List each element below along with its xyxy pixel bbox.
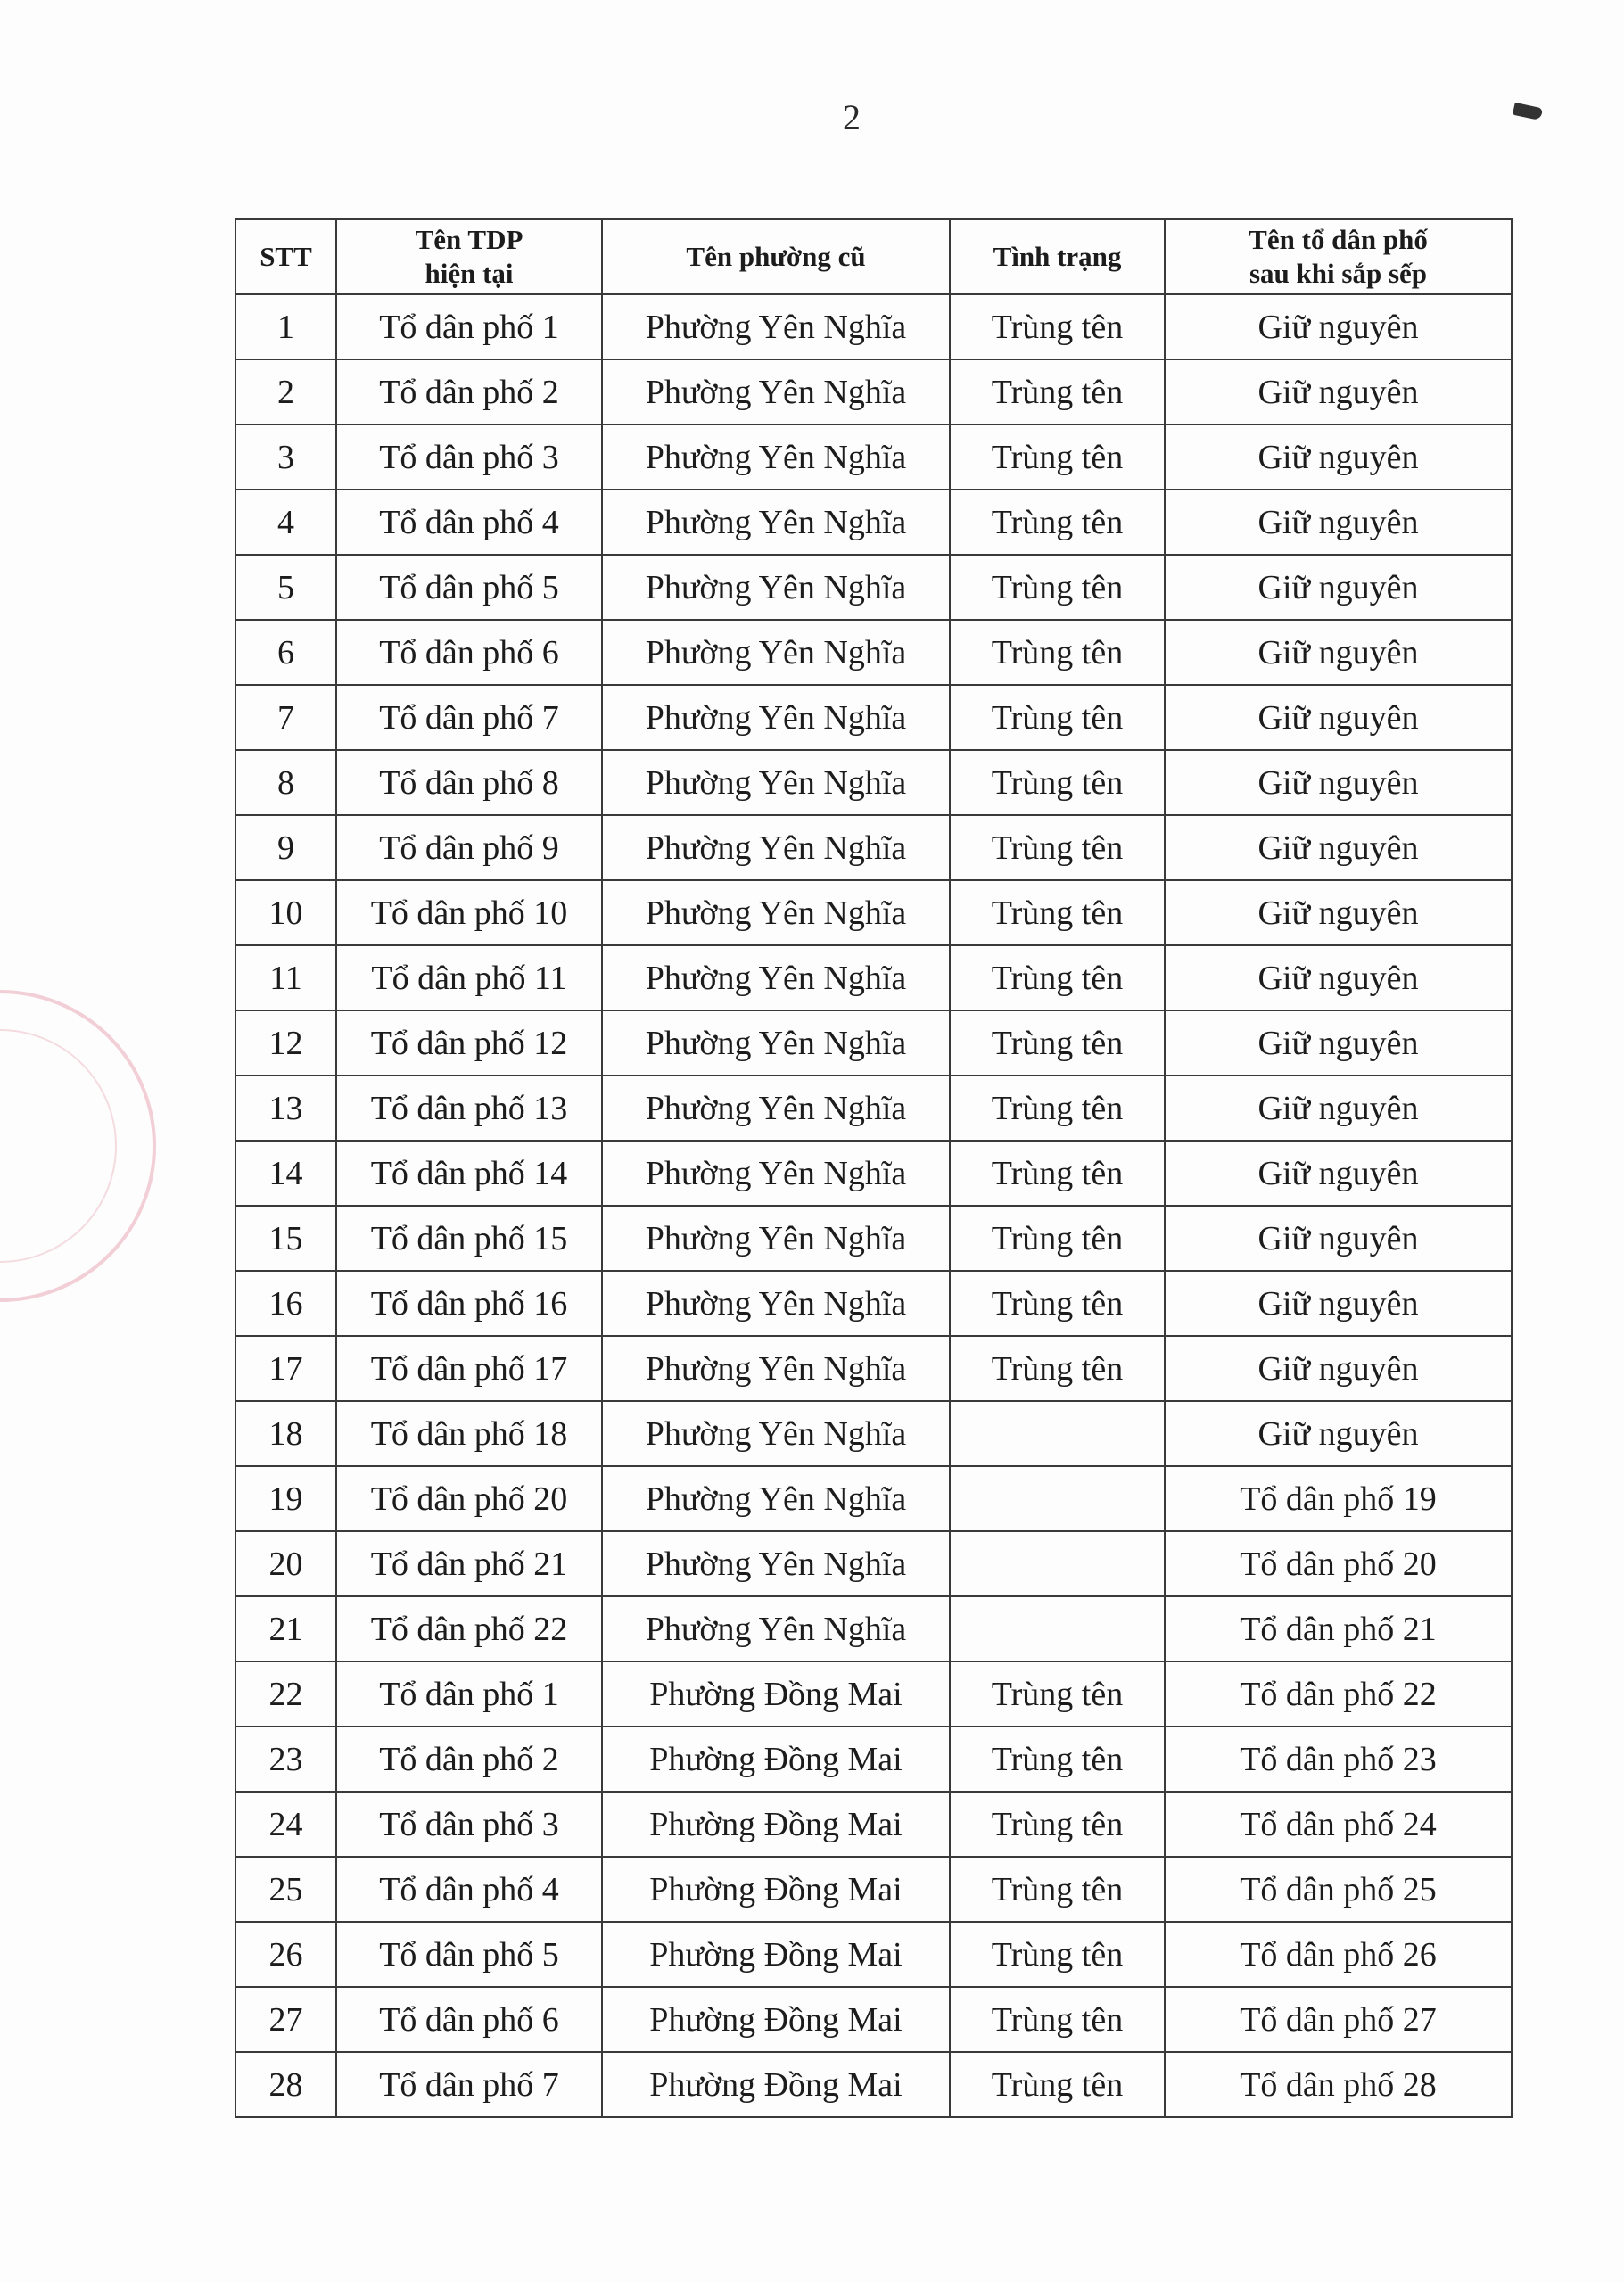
cell-stt: 21	[235, 1596, 336, 1661]
cell-old-ward: Phường Đồng Mai	[602, 1922, 950, 1987]
cell-old-ward: Phường Yên Nghĩa	[602, 1010, 950, 1076]
cell-new-name: Giữ nguyên	[1165, 424, 1512, 490]
cell-status: Trùng tên	[950, 1727, 1165, 1792]
cell-new-name: Tổ dân phố 25	[1165, 1857, 1512, 1922]
cell-stt: 11	[235, 945, 336, 1010]
header-new-name-line1: Tên tổ dân phố	[1249, 224, 1428, 255]
cell-old-ward: Phường Yên Nghĩa	[602, 1401, 950, 1466]
cell-stt: 12	[235, 1010, 336, 1076]
cell-old-ward: Phường Yên Nghĩa	[602, 620, 950, 685]
cell-status: Trùng tên	[950, 359, 1165, 424]
cell-new-name: Giữ nguyên	[1165, 1336, 1512, 1401]
cell-current-name: Tổ dân phố 1	[336, 1661, 602, 1727]
cell-new-name: Giữ nguyên	[1165, 555, 1512, 620]
table-row	[235, 1922, 1512, 1987]
table-row	[235, 750, 1512, 815]
cell-current-name: Tổ dân phố 11	[336, 945, 602, 1010]
cell-new-name: Tổ dân phố 28	[1165, 2052, 1512, 2117]
cell-old-ward: Phường Yên Nghĩa	[602, 359, 950, 424]
cell-status: Trùng tên	[950, 1206, 1165, 1271]
cell-status: Trùng tên	[950, 424, 1165, 490]
table-row	[235, 1661, 1512, 1727]
table-row	[235, 1401, 1512, 1466]
cell-old-ward: Phường Yên Nghĩa	[602, 750, 950, 815]
residential-group-table	[235, 218, 1513, 2118]
cell-status: Trùng tên	[950, 1076, 1165, 1141]
cell-old-ward: Phường Đồng Mai	[602, 1661, 950, 1727]
header-current-name-line1: Tên TDP	[415, 224, 523, 255]
table-row	[235, 1596, 1512, 1661]
cell-current-name: Tổ dân phố 3	[336, 424, 602, 490]
cell-current-name: Tổ dân phố 4	[336, 490, 602, 555]
cell-current-name: Tổ dân phố 9	[336, 815, 602, 880]
cell-stt: 24	[235, 1792, 336, 1857]
cell-new-name: Giữ nguyên	[1165, 620, 1512, 685]
cell-new-name: Giữ nguyên	[1165, 1206, 1512, 1271]
official-seal-stamp	[0, 990, 156, 1302]
header-old-ward	[602, 219, 950, 294]
cell-status: Trùng tên	[950, 685, 1165, 750]
cell-status	[950, 1531, 1165, 1596]
cell-old-ward: Phường Đồng Mai	[602, 1727, 950, 1792]
cell-status: Trùng tên	[950, 750, 1165, 815]
table-row	[235, 1010, 1512, 1076]
cell-current-name: Tổ dân phố 5	[336, 1922, 602, 1987]
table-row	[235, 685, 1512, 750]
cell-old-ward: Phường Yên Nghĩa	[602, 945, 950, 1010]
cell-stt: 23	[235, 1727, 336, 1792]
cell-new-name: Tổ dân phố 21	[1165, 1596, 1512, 1661]
table-row	[235, 1987, 1512, 2052]
cell-new-name: Tổ dân phố 26	[1165, 1922, 1512, 1987]
cell-stt: 7	[235, 685, 336, 750]
page-number: 2	[843, 97, 861, 137]
cell-new-name: Tổ dân phố 22	[1165, 1661, 1512, 1727]
table-row	[235, 1531, 1512, 1596]
cell-new-name: Tổ dân phố 20	[1165, 1531, 1512, 1596]
cell-current-name: Tổ dân phố 5	[336, 555, 602, 620]
cell-old-ward: Phường Yên Nghĩa	[602, 1076, 950, 1141]
cell-new-name: Giữ nguyên	[1165, 815, 1512, 880]
table-row	[235, 1336, 1512, 1401]
header-status-label: Tình trạng	[993, 241, 1122, 272]
cell-old-ward: Phường Đồng Mai	[602, 1857, 950, 1922]
header-stt-label: STT	[260, 241, 312, 272]
cell-current-name: Tổ dân phố 2	[336, 1727, 602, 1792]
cell-status: Trùng tên	[950, 1792, 1165, 1857]
cell-current-name: Tổ dân phố 6	[336, 1987, 602, 2052]
cell-stt: 3	[235, 424, 336, 490]
table-row	[235, 1727, 1512, 1792]
table-row	[235, 490, 1512, 555]
cell-current-name: Tổ dân phố 10	[336, 880, 602, 945]
table-body	[235, 294, 1512, 2117]
table-row	[235, 880, 1512, 945]
cell-current-name: Tổ dân phố 14	[336, 1141, 602, 1206]
cell-old-ward: Phường Yên Nghĩa	[602, 555, 950, 620]
cell-current-name: Tổ dân phố 13	[336, 1076, 602, 1141]
cell-status: Trùng tên	[950, 555, 1165, 620]
table-row	[235, 1271, 1512, 1336]
cell-current-name: Tổ dân phố 4	[336, 1857, 602, 1922]
cell-current-name: Tổ dân phố 8	[336, 750, 602, 815]
header-status	[950, 219, 1165, 294]
cell-stt: 9	[235, 815, 336, 880]
cell-old-ward: Phường Yên Nghĩa	[602, 685, 950, 750]
cell-stt: 17	[235, 1336, 336, 1401]
cell-current-name: Tổ dân phố 3	[336, 1792, 602, 1857]
cell-old-ward: Phường Yên Nghĩa	[602, 294, 950, 359]
table-row	[235, 1206, 1512, 1271]
table-row	[235, 294, 1512, 359]
cell-status: Trùng tên	[950, 815, 1165, 880]
cell-stt: 10	[235, 880, 336, 945]
cell-new-name: Tổ dân phố 19	[1165, 1466, 1512, 1531]
cell-new-name: Giữ nguyên	[1165, 1010, 1512, 1076]
cell-old-ward: Phường Yên Nghĩa	[602, 1466, 950, 1531]
cell-status: Trùng tên	[950, 1010, 1165, 1076]
cell-stt: 19	[235, 1466, 336, 1531]
cell-stt: 4	[235, 490, 336, 555]
cell-new-name: Tổ dân phố 23	[1165, 1727, 1512, 1792]
header-current-name	[336, 219, 602, 294]
header-stt	[235, 219, 336, 294]
cell-stt: 8	[235, 750, 336, 815]
cell-new-name: Giữ nguyên	[1165, 490, 1512, 555]
cell-current-name: Tổ dân phố 22	[336, 1596, 602, 1661]
cell-stt: 25	[235, 1857, 336, 1922]
cell-new-name: Tổ dân phố 24	[1165, 1792, 1512, 1857]
cell-status: Trùng tên	[950, 2052, 1165, 2117]
cell-current-name: Tổ dân phố 15	[336, 1206, 602, 1271]
cell-current-name: Tổ dân phố 7	[336, 2052, 602, 2117]
cell-old-ward: Phường Yên Nghĩa	[602, 1271, 950, 1336]
table-row	[235, 1466, 1512, 1531]
table-row	[235, 620, 1512, 685]
cell-status: Trùng tên	[950, 880, 1165, 945]
cell-old-ward: Phường Đồng Mai	[602, 1987, 950, 2052]
cell-stt: 14	[235, 1141, 336, 1206]
cell-new-name: Giữ nguyên	[1165, 1076, 1512, 1141]
table-row	[235, 359, 1512, 424]
cell-old-ward: Phường Yên Nghĩa	[602, 1596, 950, 1661]
cell-status	[950, 1596, 1165, 1661]
table-row	[235, 2052, 1512, 2117]
cell-stt: 15	[235, 1206, 336, 1271]
cell-stt: 22	[235, 1661, 336, 1727]
cell-stt: 6	[235, 620, 336, 685]
cell-status: Trùng tên	[950, 1987, 1165, 2052]
cell-new-name: Giữ nguyên	[1165, 750, 1512, 815]
cell-new-name: Giữ nguyên	[1165, 1141, 1512, 1206]
cell-status: Trùng tên	[950, 1661, 1165, 1727]
cell-current-name: Tổ dân phố 6	[336, 620, 602, 685]
cell-new-name: Giữ nguyên	[1165, 294, 1512, 359]
cell-stt: 16	[235, 1271, 336, 1336]
header-old-ward-label: Tên phường cũ	[686, 241, 866, 272]
table-row	[235, 1857, 1512, 1922]
cell-new-name: Giữ nguyên	[1165, 880, 1512, 945]
cell-stt: 18	[235, 1401, 336, 1466]
cell-old-ward: Phường Đồng Mai	[602, 1792, 950, 1857]
header-new-name-line2: sau khi sắp sếp	[1249, 258, 1428, 289]
cell-stt: 5	[235, 555, 336, 620]
cell-new-name: Giữ nguyên	[1165, 1401, 1512, 1466]
header-current-name-line2: hiện tại	[425, 258, 514, 289]
cell-status: Trùng tên	[950, 620, 1165, 685]
cell-new-name: Giữ nguyên	[1165, 945, 1512, 1010]
cell-current-name: Tổ dân phố 18	[336, 1401, 602, 1466]
cell-status	[950, 1466, 1165, 1531]
cell-status: Trùng tên	[950, 490, 1165, 555]
cell-new-name: Giữ nguyên	[1165, 1271, 1512, 1336]
cell-old-ward: Phường Đồng Mai	[602, 2052, 950, 2117]
cell-old-ward: Phường Yên Nghĩa	[602, 880, 950, 945]
cell-current-name: Tổ dân phố 17	[336, 1336, 602, 1401]
cell-old-ward: Phường Yên Nghĩa	[602, 1141, 950, 1206]
cell-stt: 1	[235, 294, 336, 359]
header-new-name	[1165, 219, 1512, 294]
cell-status: Trùng tên	[950, 1336, 1165, 1401]
cell-stt: 28	[235, 2052, 336, 2117]
cell-current-name: Tổ dân phố 21	[336, 1531, 602, 1596]
cell-current-name: Tổ dân phố 2	[336, 359, 602, 424]
cell-status: Trùng tên	[950, 945, 1165, 1010]
table-row	[235, 555, 1512, 620]
table-row	[235, 945, 1512, 1010]
cell-old-ward: Phường Yên Nghĩa	[602, 1531, 950, 1596]
cell-old-ward: Phường Yên Nghĩa	[602, 1206, 950, 1271]
cell-old-ward: Phường Yên Nghĩa	[602, 424, 950, 490]
cell-new-name: Giữ nguyên	[1165, 359, 1512, 424]
cell-status: Trùng tên	[950, 1857, 1165, 1922]
cell-new-name: Tổ dân phố 27	[1165, 1987, 1512, 2052]
cell-current-name: Tổ dân phố 12	[336, 1010, 602, 1076]
cell-stt: 27	[235, 1987, 336, 2052]
cell-old-ward: Phường Yên Nghĩa	[602, 1336, 950, 1401]
cell-current-name: Tổ dân phố 16	[336, 1271, 602, 1336]
cell-current-name: Tổ dân phố 7	[336, 685, 602, 750]
table-row	[235, 1141, 1512, 1206]
table-header-row	[235, 219, 1512, 294]
cell-stt: 13	[235, 1076, 336, 1141]
cell-old-ward: Phường Yên Nghĩa	[602, 815, 950, 880]
scan-artifact-mark	[1513, 103, 1543, 120]
cell-stt: 2	[235, 359, 336, 424]
cell-status: Trùng tên	[950, 294, 1165, 359]
cell-current-name: Tổ dân phố 20	[336, 1466, 602, 1531]
cell-stt: 20	[235, 1531, 336, 1596]
cell-stt: 26	[235, 1922, 336, 1987]
cell-status	[950, 1401, 1165, 1466]
table-row	[235, 815, 1512, 880]
cell-status: Trùng tên	[950, 1141, 1165, 1206]
table-row	[235, 1076, 1512, 1141]
cell-current-name: Tổ dân phố 1	[336, 294, 602, 359]
cell-old-ward: Phường Yên Nghĩa	[602, 490, 950, 555]
cell-status: Trùng tên	[950, 1922, 1165, 1987]
cell-status: Trùng tên	[950, 1271, 1165, 1336]
cell-new-name: Giữ nguyên	[1165, 685, 1512, 750]
table-row	[235, 1792, 1512, 1857]
table-row	[235, 424, 1512, 490]
